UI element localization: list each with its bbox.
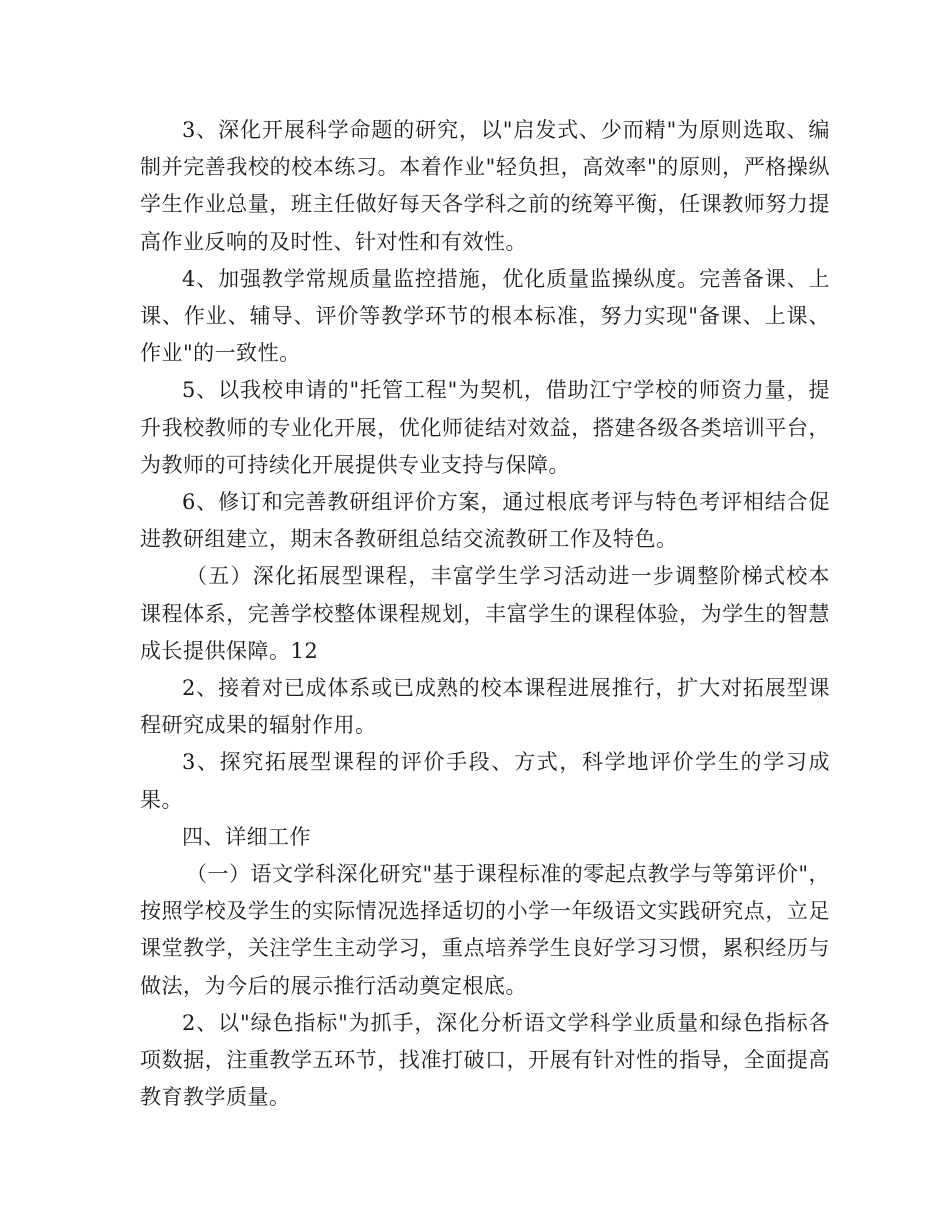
paragraph-homework-design: 3、深化开展科学命题的研究，以"启发式、少而精"为原则选取、编制并完善我校的校本练习。本着作业"轻负担，高效率"的原则，严格操纵学生作业总量，班主任做好每天各学科之前的统筹平衡，任课教师努力提高作业反响的及时性、针对性和有效性。 [140, 118, 830, 254]
paragraph-teacher-development: 5、以我校申请的"托管工程"为契机，借助江宁学校的师资力量，提升我校教师的专业化开展，优化师徒结对效益，搭建各级各类培训平台，为教师的可持续化开展提供专业支持与保障。 [140, 378, 830, 477]
paragraph-extended-curriculum: （五）深化拓展型课程，丰富学生学习活动进一步调整阶梯式校本课程体系，完善学校整体课程规划，丰富学生的课程体验，为学生的智慧成长提供保障。12 [140, 564, 830, 663]
document-body [140, 112, 830, 1116]
section-heading-detailed-work: 四、详细工作 [182, 824, 311, 849]
paragraph-green-indicators: 2、以"绿色指标"为抓手，深化分析语文学科学业质量和绿色指标各项数据，注重教学五环节，找准打破口，开展有针对性的指导，全面提高教育教学质量。 [140, 1010, 830, 1110]
paragraph-curriculum-evaluation: 3、探究拓展型课程的评价手段、方式，科学地评价学生的学习成果。 [140, 750, 830, 812]
paragraph-quality-monitoring: 4、加强教学常规质量监控措施，优化质量监操纵度。完善备课、上课、作业、辅导、评价等教学环节的根本标准，努力实现"备课、上课、作业"的一致性。 [140, 266, 830, 366]
paragraph-chinese-research: （一）语文学科深化研究"基于课程标准的零起点教学与等第评价"，按照学校及学生的实际情况选择适切的小学一年级语文实践研究点，立足课堂教学，关注学生主动学习，重点培养学生良好学习习惯，累积经历与做法，为今后的展示推行活动奠定根底。 [140, 862, 830, 998]
paragraph-curriculum-promotion: 2、接着对已成体系或已成熟的校本课程进展推行，扩大对拓展型课程研究成果的辐射作用。 [140, 676, 830, 738]
paragraph-research-group-evaluation: 6、修订和完善教研组评价方案，通过根底考评与特色考评相结合促进教研组建立，期末各教研组总结交流教研工作及特色。 [140, 490, 830, 552]
